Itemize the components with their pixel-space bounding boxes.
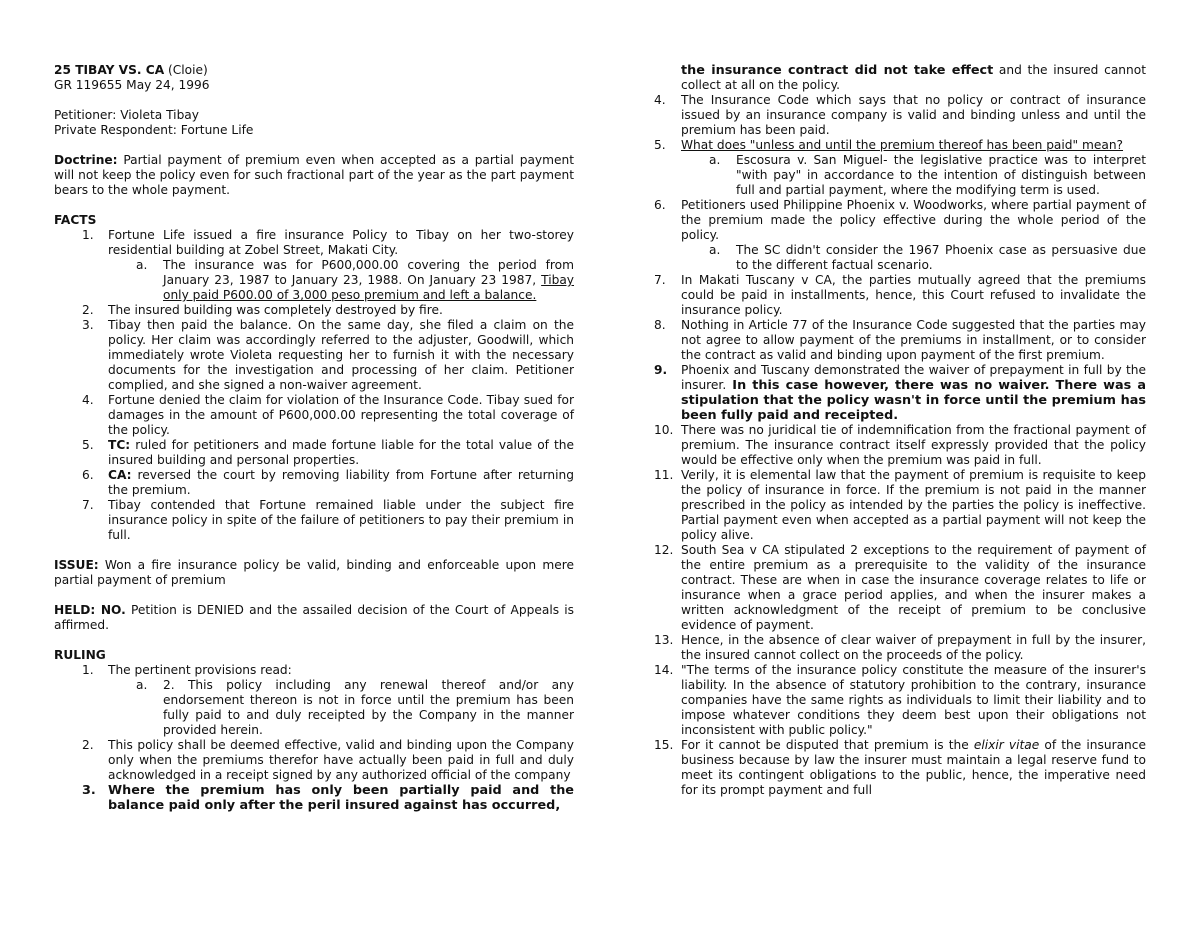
list-text: The SC didn't consider the 1967 Phoenix case as persuasive due to the different factual scenario. (736, 243, 1146, 272)
right-column (654, 63, 1146, 798)
list-number: 2. (82, 738, 94, 752)
list-text: Where the premium has only been partially paid and the balance paid only after the peril insured against has occurred, (108, 783, 574, 813)
r9-bold: In this case however, there was no waiver. There was a stipulation that the policy wasn't in force until the premium has been fully paid and receipted. (681, 378, 1146, 423)
doctrine-label: Doctrine: (54, 153, 118, 167)
issue-text: Won a fire insurance policy be valid, binding and enforceable upon mere partial payment of premium (54, 558, 574, 587)
list-text: Petitioners used Philippine Phoenix v. Woodworks, where partial payment of the premium made the policy effective during the whole period of the policy. (681, 198, 1146, 242)
ruling-item-4 (654, 93, 1146, 138)
list-text: Fortune denied the claim for violation of the Insurance Code. Tibay sued for damages in the amount of P600,000.00 representing the total coverage of the policy. (108, 393, 574, 437)
issue-label: ISSUE: (54, 558, 99, 572)
r15-italic: elixir vitae (973, 738, 1040, 752)
case-title: 25 TIBAY VS. CA (54, 63, 165, 77)
list-letter: a. (709, 153, 721, 167)
left-column (54, 63, 574, 813)
tc-label: TC: (108, 438, 131, 452)
list-text: There was no juridical tie of indemnification from the fractional payment of premium. The insurance contract itself expressly provided that the policy would be effective only when the premium was paid in full. (681, 423, 1146, 467)
ruling-item-9 (654, 363, 1146, 423)
ruling-item-6 (654, 198, 1146, 243)
list-number: 8. (654, 318, 666, 332)
list-number: 13. (654, 633, 674, 647)
list-number: 7. (654, 273, 666, 287)
list-text: 2. This policy including any renewal thereof and/or any endorsement thereon is not in force until the premium has been fully paid to and duly receipted by the Company in the manner provided herein. (163, 678, 574, 737)
ruling-item-12 (654, 543, 1146, 633)
list-text: The Insurance Code which says that no policy or contract of insurance issued by an insurance company is valid and binding unless and until the premium has been paid. (681, 93, 1146, 137)
ruling-item-11 (654, 468, 1146, 543)
list-text (108, 468, 574, 498)
ruling-item-10 (654, 423, 1146, 468)
list-number: 5. (654, 138, 666, 152)
ruling-item-15 (654, 738, 1146, 798)
doctrine (54, 153, 574, 198)
ruling-item-3 (54, 783, 574, 813)
f1a-text: The insurance was for P600,000.00 covering the period from January 23, 1987 to January 23, 1988. On January 23 1987, (163, 258, 574, 287)
ruling-item-13 (654, 633, 1146, 663)
facts-item-5 (54, 438, 574, 468)
facts-item-7 (54, 498, 574, 543)
list-text: The pertinent provisions read: (108, 663, 292, 677)
continuation-text: and the insured cannot collect at all on the policy. (681, 63, 1146, 92)
list-number: 1. (82, 228, 94, 242)
petitioner: Petitioner: Violeta Tibay (54, 108, 199, 122)
list-text: In Makati Tuscany v CA, the parties mutually agreed that the premiums could be paid in installments, hence, this Court refused to invalidate the insurance policy. (681, 273, 1146, 317)
list-number: 6. (654, 198, 666, 212)
ruling-heading: RULING (54, 648, 106, 662)
ruling-item-8 (654, 318, 1146, 363)
ruling-item-1 (54, 663, 574, 678)
r9-plain: Phoenix and Tuscany demonstrated the waiver of prepayment in full by the insurer. (681, 363, 1146, 392)
facts-item-1a (54, 258, 574, 303)
list-text (681, 738, 1146, 798)
list-text (108, 438, 574, 468)
list-text (681, 363, 1146, 423)
list-text (163, 258, 574, 303)
ca-label: CA: (108, 468, 132, 482)
list-number: 11. (654, 468, 674, 482)
list-number: 14. (654, 663, 674, 677)
list-number: 4. (82, 393, 94, 407)
list-text: Tibay then paid the balance. On the same day, she filed a claim on the policy. Her claim was accordingly referred to the adjuster, Goodwill, which immediately wrote Violeta requesting her to furnish it with the necessary documents for the investigation and processing of her claim. Petitioner complied, and she signed a non-waiver agreement. (108, 318, 574, 392)
ruling-item-5 (654, 138, 1146, 153)
f1a-underlined: Tibay only paid P600.00 of 3,000 peso premium and left a balance. (163, 273, 574, 302)
list-number: 3. (82, 783, 96, 798)
list-number: 2. (82, 303, 94, 317)
held-text: Petition is DENIED and the assailed decision of the Court of Appeals is affirmed. (54, 603, 574, 632)
list-text: This policy shall be deemed effective, valid and binding upon the Company only when the premiums therefor have actually been paid in full and duly acknowledged in a receipt signed by any authorized official of the company (108, 738, 574, 782)
list-text: Escosura v. San Miguel- the legislative practice was to interpret "with pay" in accordance to the intention of distinguish between full and partial payment, where the modifying term is used. (736, 153, 1146, 197)
ruling-item-7 (654, 273, 1146, 318)
ruling-item-5a (654, 153, 1146, 198)
r15-text-b: of the insurance business because by law the insurer must maintain a legal reserve fund to meet its contingent obligations to the public, hence, the imperative need for its prompt payment and full (681, 738, 1146, 797)
list-letter: a. (709, 243, 721, 257)
issue (54, 558, 574, 588)
case-header (54, 63, 574, 78)
ruling-item-2 (54, 738, 574, 783)
ruling-item-1a (54, 678, 574, 738)
list-number: 5. (82, 438, 94, 452)
list-text: "The terms of the insurance policy constitute the measure of the insurer's liability. In the absence of statutory prohibition to the contrary, insurance companies have the same rights as individuals to limit their liability and to impose whatever conditions they deem best upon their obligations not inconsistent with public policy." (681, 663, 1146, 737)
continuation-bold: the insurance contract did not take effect (681, 63, 994, 78)
facts-item-3 (54, 318, 574, 393)
doctrine-text: Partial payment of premium even when accepted as a partial payment will not keep the policy even for such fractional part of the year as the part payment bears to the whole payment. (54, 153, 574, 197)
list-number: 7. (82, 498, 94, 512)
list-text: What does "unless and until the premium thereof has been paid" mean? (681, 138, 1124, 152)
held-label: HELD: NO. (54, 603, 126, 617)
facts-item-2 (54, 303, 574, 318)
list-number: 10. (654, 423, 674, 437)
held (54, 603, 574, 633)
facts-heading: FACTS (54, 213, 97, 227)
ruling-item-14 (654, 663, 1146, 738)
respondent: Private Respondent: Fortune Life (54, 123, 254, 137)
ca-text: reversed the court by removing liability from Fortune after returning the premium. (108, 468, 574, 497)
facts-item-6 (54, 468, 574, 498)
list-letter: a. (136, 258, 148, 272)
list-text: Nothing in Article 77 of the Insurance Code suggested that the parties may not agree to allow payment of the premiums in installment, or to consider the contract as valid and binding upon payment of the first premium. (681, 318, 1146, 362)
r15-text-a: For it cannot be disputed that premium is the (681, 738, 974, 752)
case-gr: GR 119655 May 24, 1996 (54, 78, 210, 92)
list-number: 3. (82, 318, 94, 332)
case-author: (Cloie) (164, 63, 208, 77)
ruling-continuation (654, 63, 1146, 93)
list-text: Tibay contended that Fortune remained liable under the subject fire insurance policy in spite of the failure of petitioners to pay their premium in full. (108, 498, 574, 542)
list-letter: a. (136, 678, 148, 692)
list-text: Hence, in the absence of clear waiver of prepayment in full by the insurer, the insured cannot collect on the proceeds of the policy. (681, 633, 1146, 662)
list-number: 1. (82, 663, 94, 677)
list-text: Verily, it is elemental law that the payment of premium is requisite to keep the policy of insurance in force. If the premium is not paid in the manner prescribed in the policy as intended by the parties the policy is ineffective. Partial payment even when accepted as a partial payment will not keep the policy alive. (681, 468, 1146, 542)
list-number: 9. (654, 363, 668, 377)
tc-text: ruled for petitioners and made fortune liable for the total value of the insured building and personal properties. (108, 438, 574, 467)
ruling-item-6a (654, 243, 1146, 273)
list-text: The insured building was completely destroyed by fire. (108, 303, 443, 317)
list-text: South Sea v CA stipulated 2 exceptions to the requirement of payment of the entire premium as a prerequisite to the validity of the insurance contract. These are when in case the insurance coverage relates to life or insurance when a grace period applies, and when the insurer makes a written acknowledgment of the receipt of premium to be conclusive evidence of payment. (681, 543, 1146, 632)
facts-item-4 (54, 393, 574, 438)
facts-item-1 (54, 228, 574, 258)
list-number: 4. (654, 93, 666, 107)
list-number: 15. (654, 738, 674, 752)
list-text: Fortune Life issued a fire insurance Policy to Tibay on her two-storey residential building at Zobel Street, Makati City. (108, 228, 574, 257)
list-number: 12. (654, 543, 674, 557)
list-number: 6. (82, 468, 94, 482)
